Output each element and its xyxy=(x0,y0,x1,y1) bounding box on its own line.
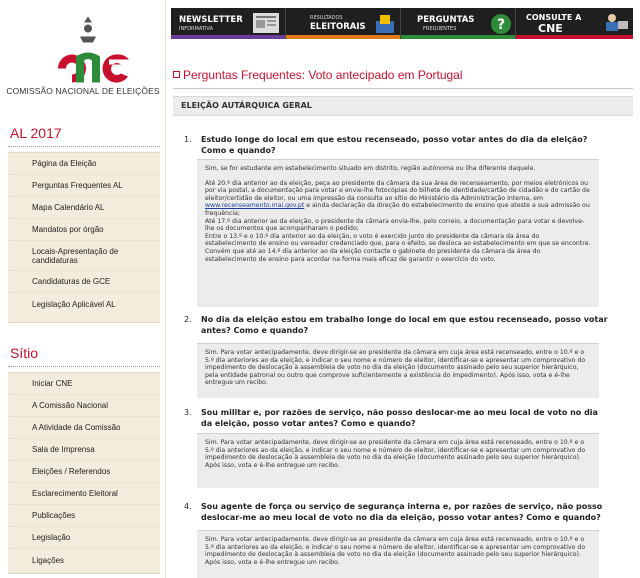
person-computer-icon xyxy=(600,11,630,35)
question-mark-icon xyxy=(489,12,513,36)
menu-sitio xyxy=(8,372,160,574)
answer-1-text-a: Até 20.º dia anterior ao da eleição, peça ao presidente da câmara da sua área de recenseamento, por meios eletrónicos ou por via postal, a documentação para votar e envie-lhe fotocópias do bilhete de identidade/cartão de cidadão e do cartão de eleitor/certidão de eleitor, ou uma impressão da consulta ao sítio do Ministério da Administração Interna, em xyxy=(205,179,590,202)
square-bullet-icon xyxy=(173,71,180,78)
banner-newsletter-title: NEWSLETTER xyxy=(179,15,243,25)
divider xyxy=(8,146,160,148)
banner-perguntas-bar xyxy=(401,35,516,39)
menu-item-mandatos[interactable]: Mandatos por órgão xyxy=(8,219,160,241)
banner-newsletter-bar xyxy=(171,35,286,39)
menu-item-legislacao-al[interactable]: Legislação Aplicável AL xyxy=(32,299,116,309)
top-banner xyxy=(171,8,633,39)
banner-perguntas-sub: FREQUENTES xyxy=(423,26,457,32)
question-number: 1. xyxy=(184,135,192,144)
question-number: 2. xyxy=(184,315,192,324)
banner-consulte-title: CONSULTE A xyxy=(526,13,582,22)
answer-4 xyxy=(197,530,599,578)
section-title-al2017: AL 2017 xyxy=(10,125,62,141)
menu-item-sala-imprensa[interactable]: Sala de Imprensa xyxy=(8,439,160,461)
section-heading xyxy=(173,96,633,116)
ballot-icon xyxy=(374,13,398,35)
answer-2-text: Sim. Para votar antecipadamente, deve dirigir-se ao presidente da câmara em cuja área está recenseado, entre o 10.º e o 5.º dia anteriores ao da eleição, e indicar o seu nome e número de eleitor, identificar-se e apresentar um comprovativo do impedimento de deslocação à assembleia de voto no dia da eleição (documento assinado pelo seu superior hierárquico, pela entidade patronal ou outro que comprove suficientemente a existência do impedimento). Após isso, vota e é-lhe entregue um recibo. xyxy=(205,349,586,387)
answer-3 xyxy=(197,433,599,488)
sidebar-separator xyxy=(165,0,166,578)
org-name: COMISSÃO NACIONAL DE ELEIÇÕES xyxy=(6,86,160,96)
banner-perguntas[interactable] xyxy=(401,8,516,39)
menu-item-legislacao[interactable]: Legislação xyxy=(8,527,160,549)
question-1: Estudo longe do local em que estou recenseado, posso votar antes do dia da eleição? Como e quando? xyxy=(201,135,588,155)
answer-3-text: Sim. Para votar antecipadamente, deve dirigir-se ao presidente da câmara em cuja área está recenseado, entre o 10.º e o 5.º dia anteriores ao da eleição, e indicar o seu nome e número de eleitor, identificar-se e apresentar um comprovativo do impedimento de deslocação à assembleia de voto no dia da eleição (documento assinado pelo seu superior hierárquico). Após isso, vota e é-lhe entregue um recibo. xyxy=(205,439,586,469)
menu-item-atividade-comissao[interactable]: A Atividade da Comissão xyxy=(8,417,160,439)
question-number: 4. xyxy=(184,502,192,511)
menu-item-ligacoes[interactable]: Ligações xyxy=(32,555,65,565)
menu-item-pagina-eleicao[interactable]: Página da Eleição xyxy=(8,153,160,175)
menu-item-candidaturas-gce[interactable]: Candidaturas de GCE xyxy=(8,271,160,293)
divider xyxy=(8,366,160,368)
answer-1 xyxy=(197,159,599,307)
menu-item-mapa-calendario[interactable]: Mapa Calendário AL xyxy=(8,197,160,219)
menu-al2017 xyxy=(8,152,160,323)
banner-resultados-sub: RESULTADOS xyxy=(310,15,343,21)
answer-1-text-b: e ainda declaração da direção do estabelecimento de ensino que ateste a sua admissão ou frequência; Até 17.º dia anterior ao da eleição, o presidente da câmara envia-lhe, pelo correio, a documentação para votar e devolve-lhe os documentos que acompanharam o pedido; Entre o 13.º e o 10.º dia anterior ao da eleição, o voto é exercido junto do presidente da câmara da área do estabelecimento de ensino ou vereador credenciado que, para o efeito, se desloca ao estabelecimento em que se encontre. Convém que até ao 14.º dia anterior ao da eleição contacte o gabinete do presidente da câmara da área do estabelecimento de ensino para acordar na forma mais eficaz de garantir o exercício do voto. xyxy=(205,202,591,263)
banner-consulte-sub: CNE xyxy=(538,22,563,35)
title-divider xyxy=(173,88,633,89)
answer-4-text: Sim. Para votar antecipadamente, deve dirigir-se ao presidente da câmara em cuja área está recenseado, entre o 10.º e o 5.º dia anteriores ao da eleição, e indicar o seu nome e número de eleitor, identificar-se e apresentar um comprovativo do impedimento de deslocação à assembleia de voto no dia da eleição (documento assinado pelo seu superior hierárquico). Após isso, vota e é-lhe entregue um recibo. xyxy=(205,536,586,566)
answer-1-p2 xyxy=(205,180,591,264)
banner-resultados-title: ELEITORAIS xyxy=(310,22,366,32)
answer-1-p1: Sim, se for estudante em estabelecimento situado em distrito, região autónoma ou ilha diferente daquele. xyxy=(205,165,536,172)
newspaper-icon xyxy=(251,11,283,35)
question-4: Sou agente de força ou serviço de segurança interna e, por razões de serviço, não posso deslocar-me ao meu local de voto no dia da eleição, posso votar antes? Como e quando? xyxy=(201,502,603,522)
banner-resultados-bar xyxy=(286,35,401,39)
page-title: Perguntas Frequentes: Voto antecipado em Portugal xyxy=(183,68,463,82)
section-heading-text: ELEIÇÃO AUTÁRQUICA GERAL xyxy=(181,101,312,110)
question-2: No dia da eleição estou em trabalho longe do local em que estou recenseado, posso votar antes? Como e quando? xyxy=(201,315,608,335)
question-number: 3. xyxy=(184,408,192,417)
menu-item-comissao-nacional[interactable]: A Comissão Nacional xyxy=(8,395,160,417)
question-3: Sou militar e, por razões de serviço, não posso deslocar-me ao meu local de voto no dia da eleição, posso votar antes? Como e quando? xyxy=(201,408,598,428)
banner-resultados[interactable] xyxy=(286,8,401,39)
banner-newsletter[interactable] xyxy=(171,8,286,39)
answer-2 xyxy=(197,343,599,398)
menu-item-iniciar-cne[interactable]: Iniciar CNE xyxy=(8,373,160,395)
banner-perguntas-title: PERGUNTAS xyxy=(417,15,475,25)
menu-item-perguntas-frequentes[interactable]: Perguntas Frequentes AL xyxy=(8,175,160,197)
svg-text:?: ? xyxy=(496,17,506,33)
recenseamento-link[interactable]: www.recenseamento.mai.gov.pt xyxy=(205,202,305,210)
menu-item-locais-candidaturas[interactable]: Locais-Apresentação de candidaturas xyxy=(8,241,160,271)
banner-newsletter-sub: INFORMATIVA xyxy=(179,26,213,32)
banner-consulte-bar xyxy=(516,35,633,39)
menu-item-esclarecimento-eleitoral[interactable]: Esclarecimento Eleitoral xyxy=(8,483,160,505)
sidebar xyxy=(0,0,162,578)
section-title-sitio: Sítio xyxy=(10,345,39,361)
banner-consulte[interactable] xyxy=(516,8,633,39)
menu-item-eleicoes-referendos[interactable]: Eleições / Referendos xyxy=(8,461,160,483)
menu-item-publicacoes[interactable]: Publicações xyxy=(8,505,160,527)
